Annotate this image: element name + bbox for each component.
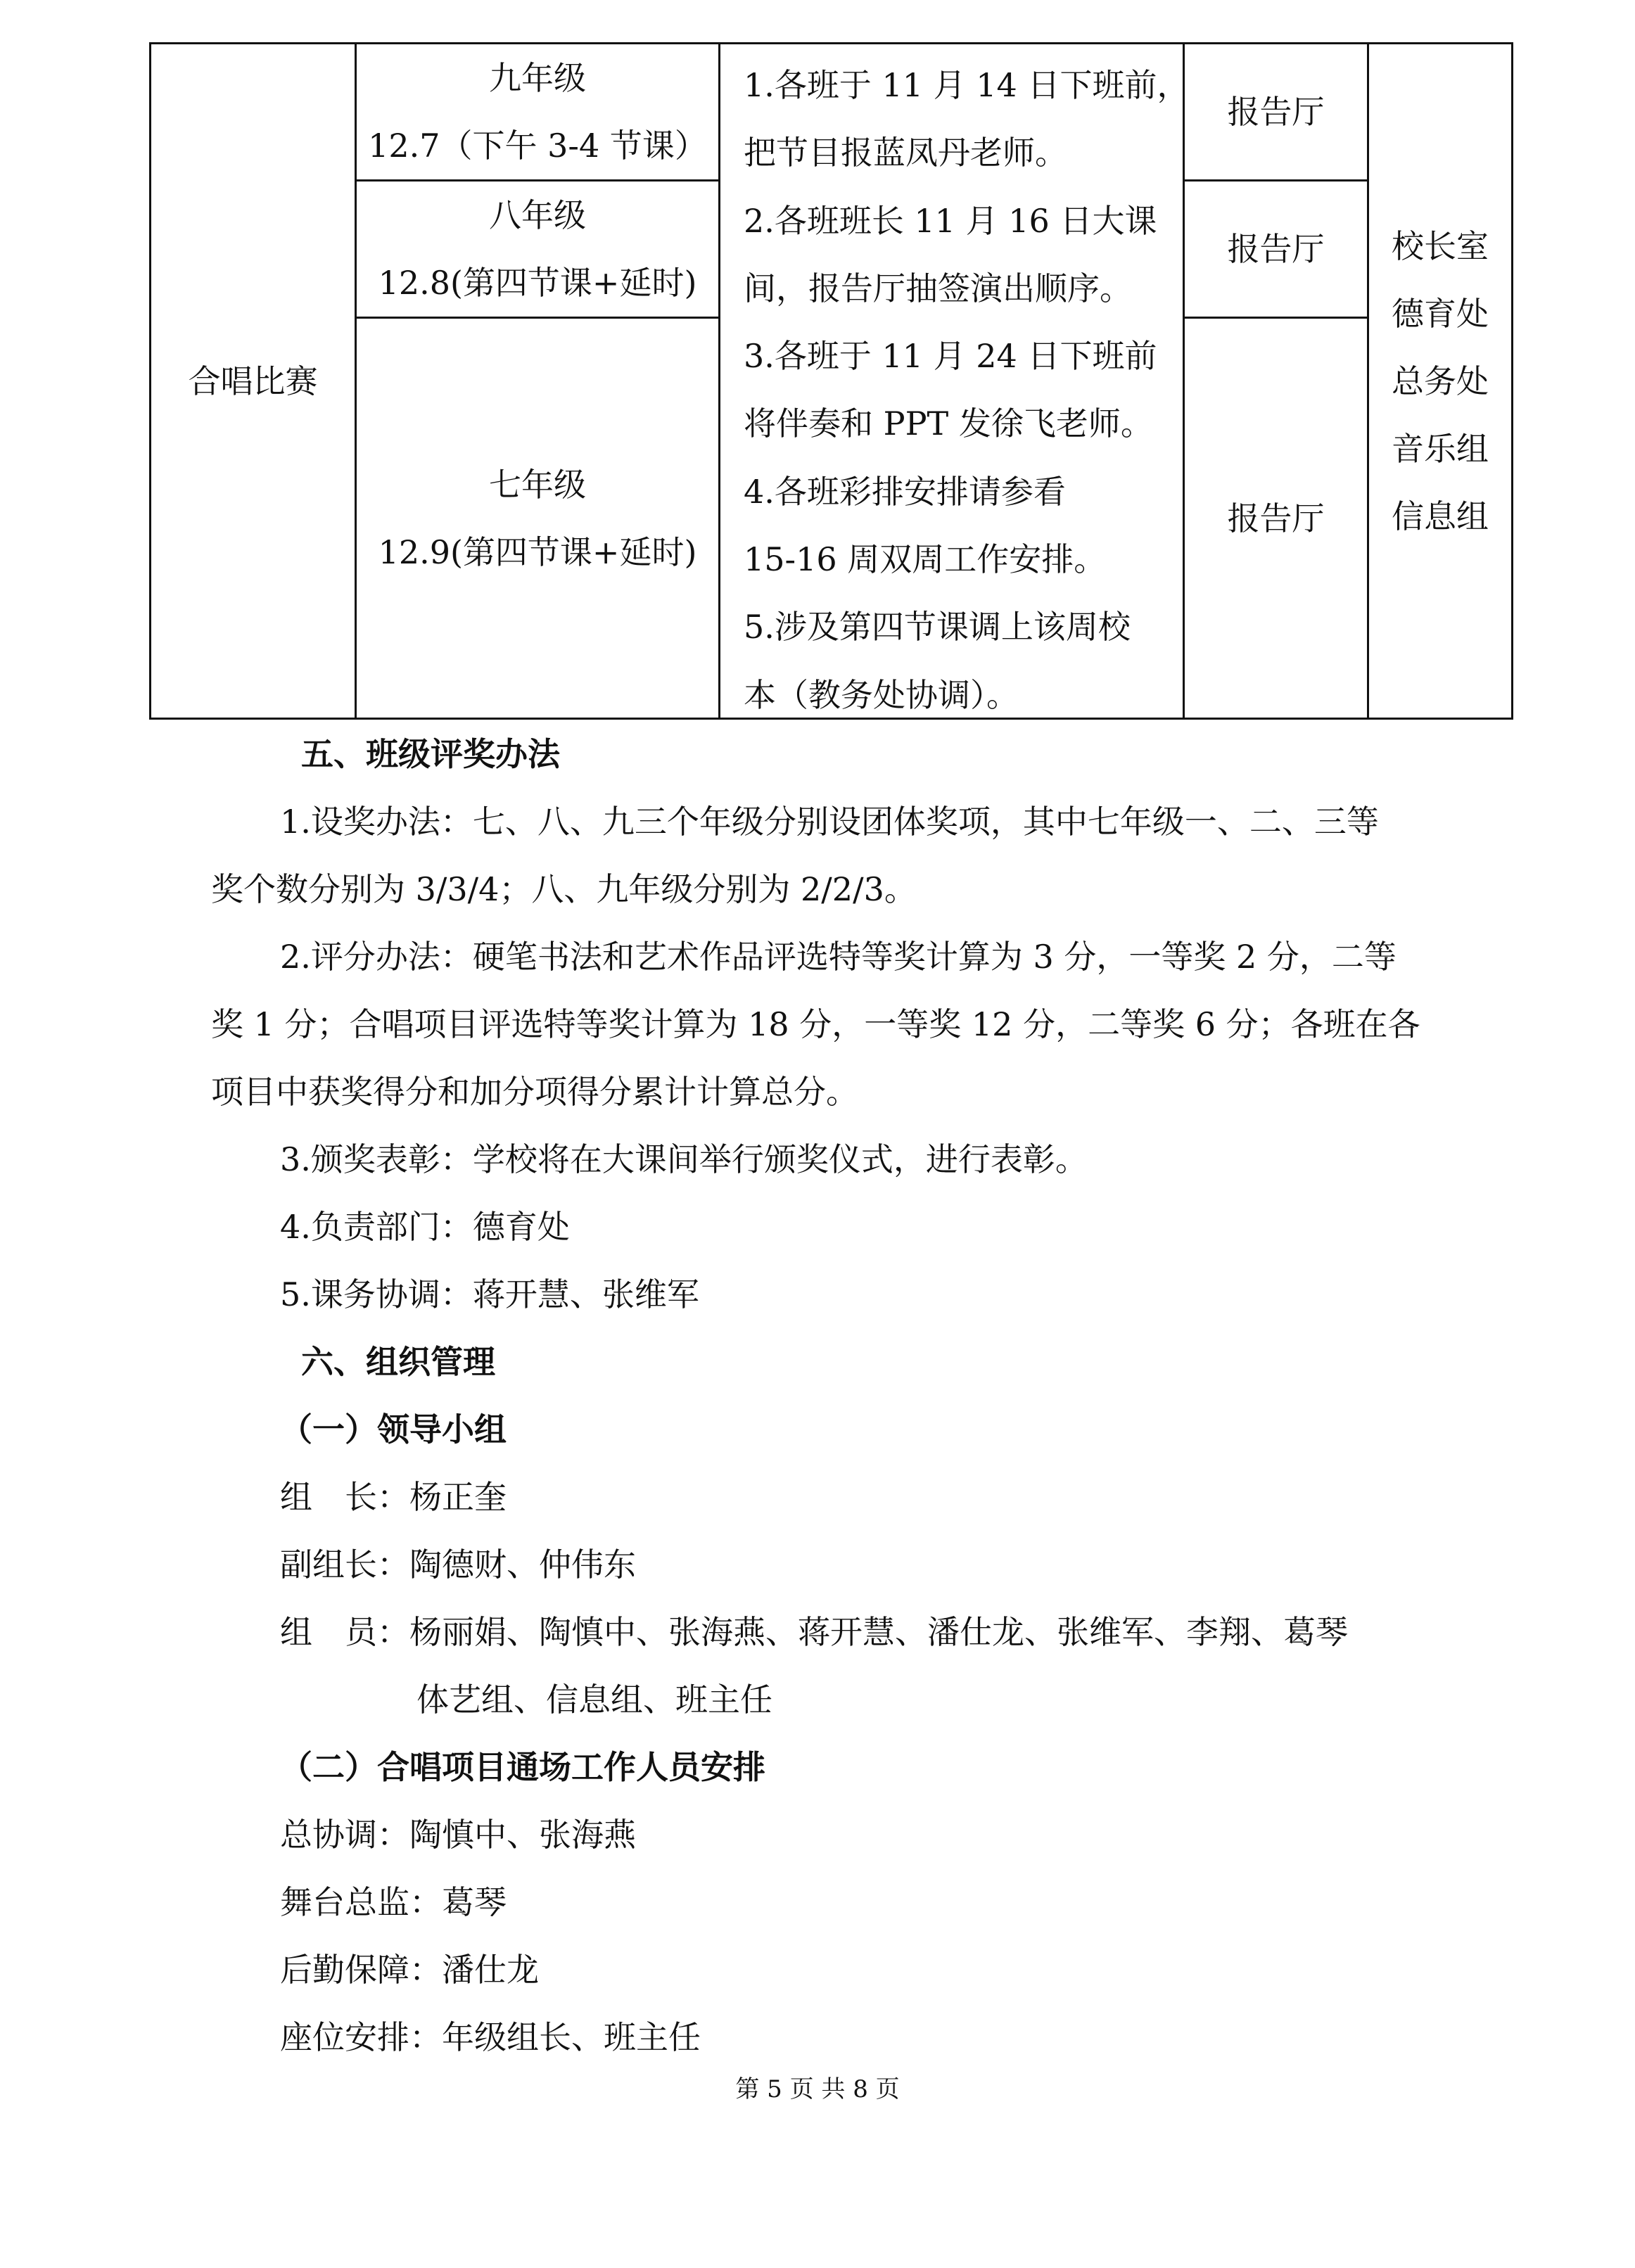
grade-time: 12.8(第四节课+延时): [378, 264, 697, 302]
venue-label: 报告厅: [1227, 93, 1325, 131]
note-line: 把节目报蓝凤丹老师。: [744, 134, 1067, 172]
subsection-heading: （二）合唱项目通场工作人员安排: [280, 1748, 765, 1786]
grade-label: 九年级: [489, 59, 586, 97]
schedule-table: [149, 42, 1513, 720]
note-line: 3.各班于 11 月 24 日下班前: [744, 337, 1157, 376]
note-line: 将伴奏和 PPT 发徐飞老师。: [744, 404, 1153, 443]
paragraph-line: 奖个数分别为 3/3/4；八、九年级分别为 2/2/3。: [211, 870, 917, 908]
table-cell-notes: [728, 44, 1192, 729]
grade-time: 12.7（下午 3-4 节课）: [368, 127, 707, 165]
subsection-heading: （一）领导小组: [280, 1410, 507, 1448]
section-heading: 六、组织管理: [301, 1343, 495, 1381]
table-cell-grade: [357, 181, 718, 317]
department-label: 德育处: [1392, 294, 1489, 333]
paragraph-line: 5.课务协调：蒋开慧、张维军: [280, 1275, 699, 1313]
event-name: 合唱比赛: [188, 362, 318, 400]
note-line: 2.各班班长 11 月 16 日大课: [744, 201, 1157, 240]
grade-label: 八年级: [489, 196, 586, 234]
department-label: 校长室: [1392, 227, 1489, 265]
section-heading: 五、班级评奖办法: [301, 735, 560, 773]
table-cell-grade: [357, 319, 718, 718]
note-line: 5.涉及第四节课调上该周校: [744, 608, 1131, 646]
table-cell-venue: [1185, 319, 1367, 718]
venue-label: 报告厅: [1227, 230, 1325, 268]
note-line: 1.各班于 11 月 14 日下班前，: [744, 66, 1190, 104]
members-line: 组 员：杨丽娟、陶慎中、张海燕、蒋开慧、潘仕龙、张维军、李翔、葛琴: [280, 1613, 1348, 1651]
department-label: 信息组: [1392, 497, 1489, 535]
note-line: 15-16 周双周工作安排。: [744, 540, 1107, 579]
department-label: 音乐组: [1392, 429, 1489, 468]
table-cell-venue: [1185, 181, 1367, 317]
paragraph-line: 1.设奖办法：七、八、九三个年级分别设团体奖项，其中七年级一、二、三等: [280, 803, 1379, 841]
table-cell-event: [151, 44, 355, 718]
vice-leader-line: 副组长：陶德财、仲伟东: [280, 1546, 636, 1584]
seating-line: 座位安排：年级组长、班主任: [280, 2018, 701, 2056]
grade-time: 12.9(第四节课+延时): [378, 533, 697, 571]
members-line-cont: 体艺组、信息组、班主任: [416, 1681, 772, 1719]
grade-label: 七年级: [489, 465, 586, 504]
logistics-line: 后勤保障：潘仕龙: [280, 1951, 539, 1989]
note-line: 4.各班彩排安排请参看: [744, 472, 1066, 511]
table-cell-grade: [357, 44, 718, 179]
department-label: 总务处: [1392, 362, 1489, 400]
table-cell-venue: [1185, 44, 1367, 179]
leader-line: 组 长：杨正奎: [280, 1478, 507, 1516]
paragraph-line: 4.负责部门：德育处: [280, 1208, 570, 1246]
page-number: 第 5 页 共 8 页: [735, 2075, 900, 2103]
note-line: 间，报告厅抽签演出顺序。: [744, 269, 1132, 307]
coordinator-line: 总协调：陶慎中、张海燕: [280, 1816, 636, 1854]
table-cell-departments: [1369, 44, 1511, 718]
paragraph-line: 奖 1 分；合唱项目评选特等奖计算为 18 分，一等奖 12 分，二等奖 6 分；各班在各: [211, 1005, 1420, 1043]
note-line: 本（教务处协调）。: [744, 675, 1019, 714]
table-divider: [718, 44, 720, 718]
paragraph-line: 2.评分办法：硬笔书法和艺术作品评选特等奖计算为 3 分，一等奖 2 分，二等: [280, 938, 1397, 976]
stage-director-line: 舞台总监：葛琴: [280, 1883, 507, 1921]
venue-label: 报告厅: [1227, 499, 1325, 537]
paragraph-line: 项目中获奖得分和加分项得分累计计算总分。: [211, 1073, 858, 1111]
paragraph-line: 3.颁奖表彰：学校将在大课间举行颁奖仪式，进行表彰。: [280, 1140, 1088, 1178]
